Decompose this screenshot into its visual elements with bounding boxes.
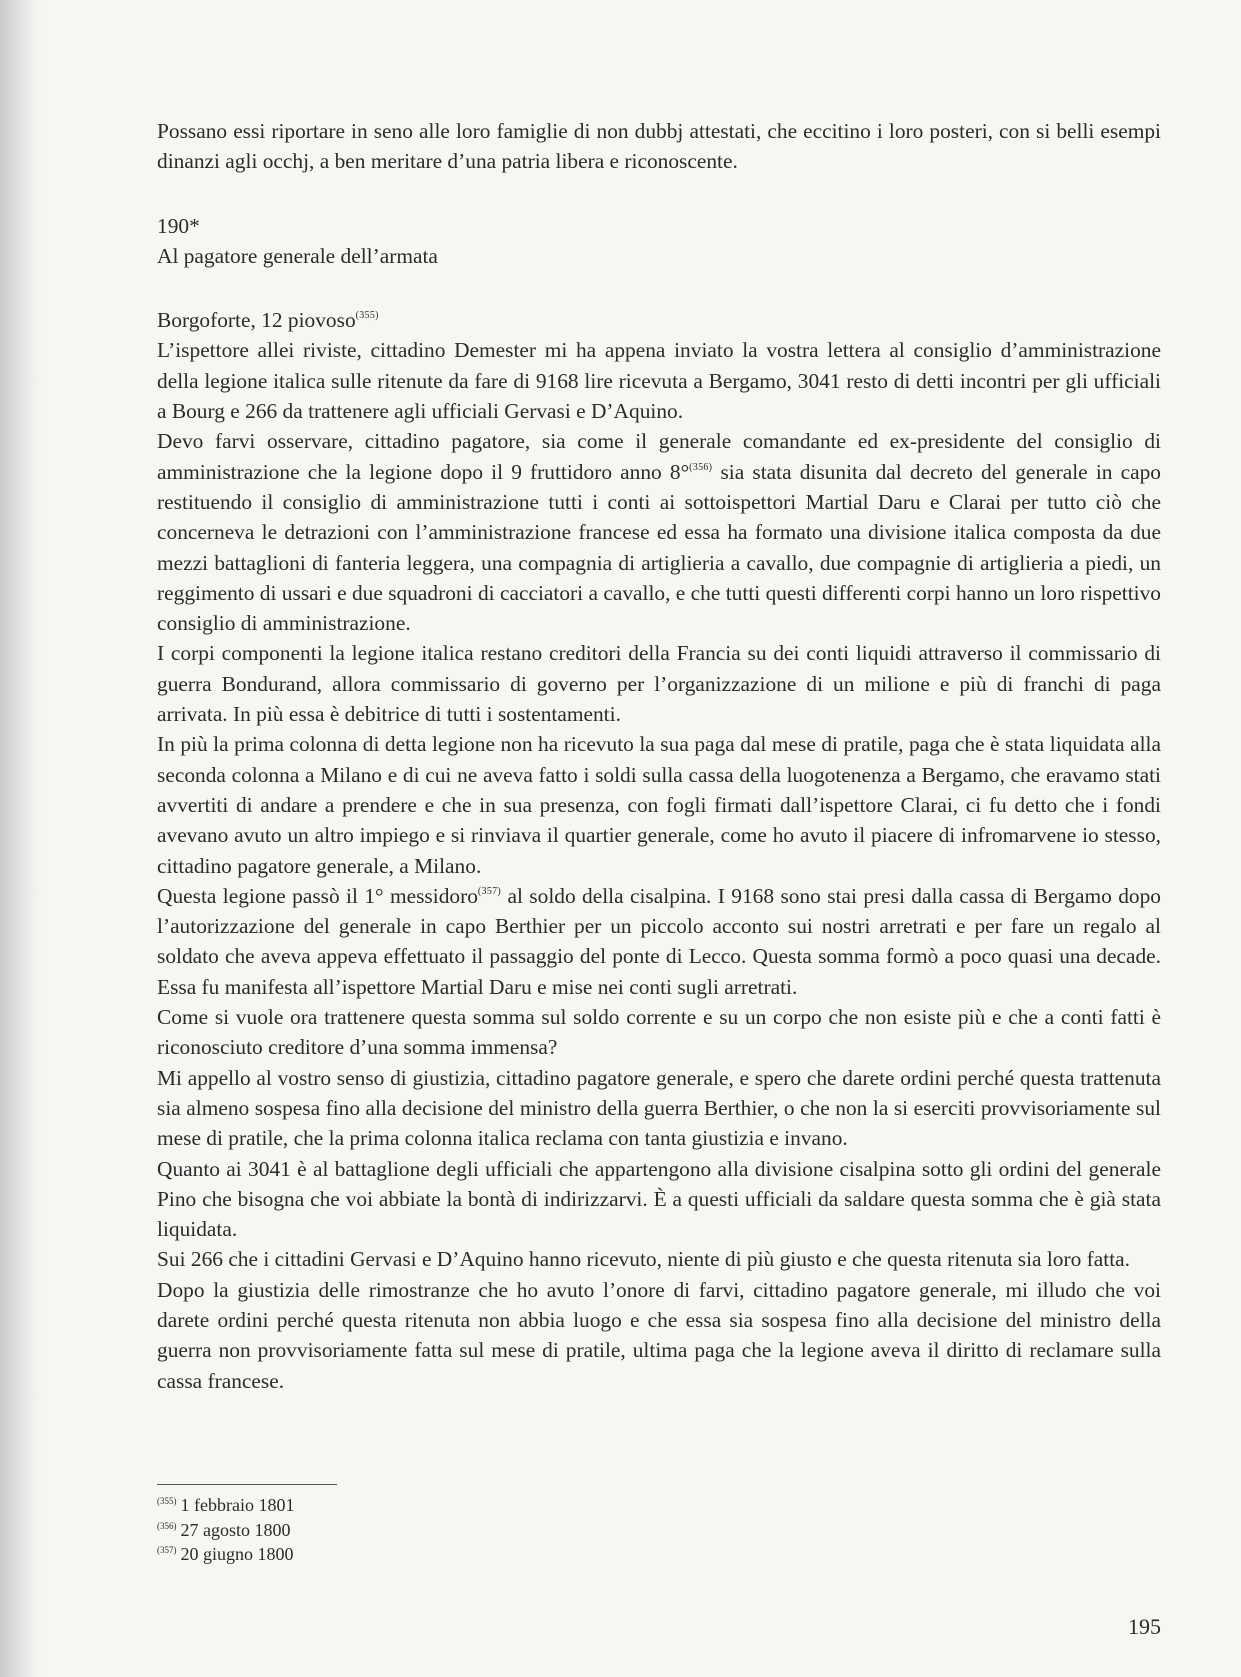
footnote-divider — [157, 1484, 337, 1485]
footnote-mark: (357) — [157, 1545, 177, 1555]
letter-paragraph-8: Quanto ai 3041 è al battaglione degli ufficiali che appartengono alla divisione cisalpina sotto gli ordini del generale Pino che bisogna che voi abbiate la bontà di indirizzarvi. È a questi ufficiali da saldare questa somma che è già stata liquidata. — [157, 1156, 1161, 1242]
paragraph-5-part-a: Questa legione passò il 1° messidoro — [157, 883, 478, 908]
footnote-ref-356: (356) — [689, 461, 713, 473]
document-body — [157, 116, 1161, 1396]
letter-paragraph-5 — [157, 881, 1161, 1002]
footnote-355 — [157, 1493, 757, 1518]
letter-paragraph-9: Sui 266 che i cittadini Gervasi e D’Aquino hanno ricevuto, niente di più giusto e che questa ritenuta sia loro fatta. — [157, 1247, 1131, 1272]
place-date: Borgoforte, 12 piovoso — [157, 308, 356, 333]
letter-paragraph-2 — [157, 426, 1161, 638]
letter-paragraph-4: In più la prima colonna di detta legione non ha ricevuto la sua paga dal mese di pratile, paga che è stata liquidata alla seconda colonna a Milano e di cui ne aveva fatto i soldi sulla cassa della luogotenenza a Bergamo, che eravamo stati avvertiti di andare a prendere e che in sua presenza, con fogli firmati dall’ispettore Clarai, ci fu detto che i fondi avevano avuto un altro impiego e si rinviava il quartier generale, come ho avuto il piacere di infromarvene io stesso, cittadino pagatore generale, a Milano. — [157, 732, 1161, 878]
page-gutter-shadow — [0, 0, 42, 1677]
footnote-text: 27 agosto 1800 — [180, 1519, 291, 1540]
footnote-ref-357: (357) — [477, 885, 502, 897]
footnote-357 — [157, 1542, 757, 1567]
footnote-text: 1 febbraio 1801 — [180, 1495, 295, 1515]
letter-paragraph-3: I corpi componenti la legione italica restano creditori della Francia su dei conti liquidi attraverso il commissario di guerra Bondurand, allora commissario di governo per l’organizzazione di un milione e più di franchi di paga arrivata. In più essa è debitrice di tutti i sostentamenti. — [157, 641, 1161, 727]
letter-paragraph-7: Mi appello al vostro senso di giustizia, cittadino pagatore generale, e spero che darete ordini perché questa trattenuta sia almeno sospesa fino alla decisione del ministro della guerra Berthier, o che non la si eserciti provvisoriamente sul mese di pratile, che la prima colonna italica reclama con tanta giustizia e invano. — [157, 1065, 1161, 1151]
letter-paragraph-10: Dopo la giustizia delle rimostranze che ho avuto l’onore di farvi, cittadino pagatore generale, mi illudo che voi darete ordini perché questa ritenuta non abbia luogo e che essa sia sospesa fino alla decisione del ministro della guerra non provvisoriamente fatta sul mese di pratile, ultima paga che la legione aveva il diritto di reclamare sulla cassa francese. — [157, 1277, 1161, 1393]
letter-paragraph-1: L’ispettore allei riviste, cittadino Demester mi ha appena inviato la vostra lettera al consiglio d’amministrazione della legione italica sulle ritenute da fare di 9168 lire ricevuta a Bergamo, 3041 resto di detti incontri per gli ufficiali a Bourg e 266 da trattenere agli ufficiali Gervasi e D’Aquino. — [157, 338, 1161, 424]
paragraph-2-part-a: Devo farvi osservare, cittadino pagatore, sia come il generale comandante ed ex-presidente del consiglio di amministrazione che la legione dopo il 9 fruttidoro anno 8° — [157, 429, 1161, 484]
paragraph-5-part-b: al soldo della cisalpina. I 9168 sono stai presi dalla cassa di Bergamo dopo l’autorizzazione del generale in capo Berthier per un piccolo acconto sui nostri arretrati e per fare un regalo al soldato che aveva appeva effettuato il passaggio del ponte di Lecco. Questa somma formò a poco quasi una decade. Essa fu manifesta all’ispettore Martial Daru e mise nei conti sugli arretrati. — [157, 883, 1161, 999]
letter-paragraph-6: Come si vuole ora trattenere questa somma sul soldo corrente e su un corpo che non esiste più e che a conti fatti è riconosciuto creditore d’una somma immensa? — [157, 1005, 1161, 1060]
footnote-mark: (356) — [157, 1520, 177, 1531]
footnote-ref-355: (355) — [355, 310, 379, 322]
document-heading: Al pagatore generale dell’armata — [157, 243, 438, 268]
intro-paragraph: Possano essi riportare in seno alle loro famiglie di non dubbj attestati, che eccitino i loro posteri, con si belli esempi dinanzi agli occhj, a ben meritare d’una patria libera e riconoscente. — [157, 119, 1161, 174]
footnote-356 — [157, 1518, 757, 1543]
footnote-mark: (355) — [157, 1496, 177, 1506]
footnotes — [157, 1493, 757, 1567]
place-date-line — [157, 305, 1161, 335]
page-number: 195 — [1128, 1614, 1161, 1639]
document-number: 190* — [157, 213, 200, 238]
paragraph-2-part-b: sia stata disunita dal decreto del generale in capo restituendo il consiglio di amministrazione tutti i conti ai sottoispettori Martial Daru e Clarai per tutto ciò che concerneva le detrazioni con l’amministrazione francese ed essa ha formato una divisione italica composta da due mezzi battaglioni di fanteria leggera, una compagnia di artiglieria a cavallo, due compagnie di artiglieria a piedi, un reggimento di ussari e due squadroni di cacciatori a cavallo, e che tutti questi differenti corpi hanno un loro rispettivo consiglio di amministrazione. — [157, 459, 1161, 636]
footnote-text: 20 giugno 1800 — [180, 1544, 294, 1564]
